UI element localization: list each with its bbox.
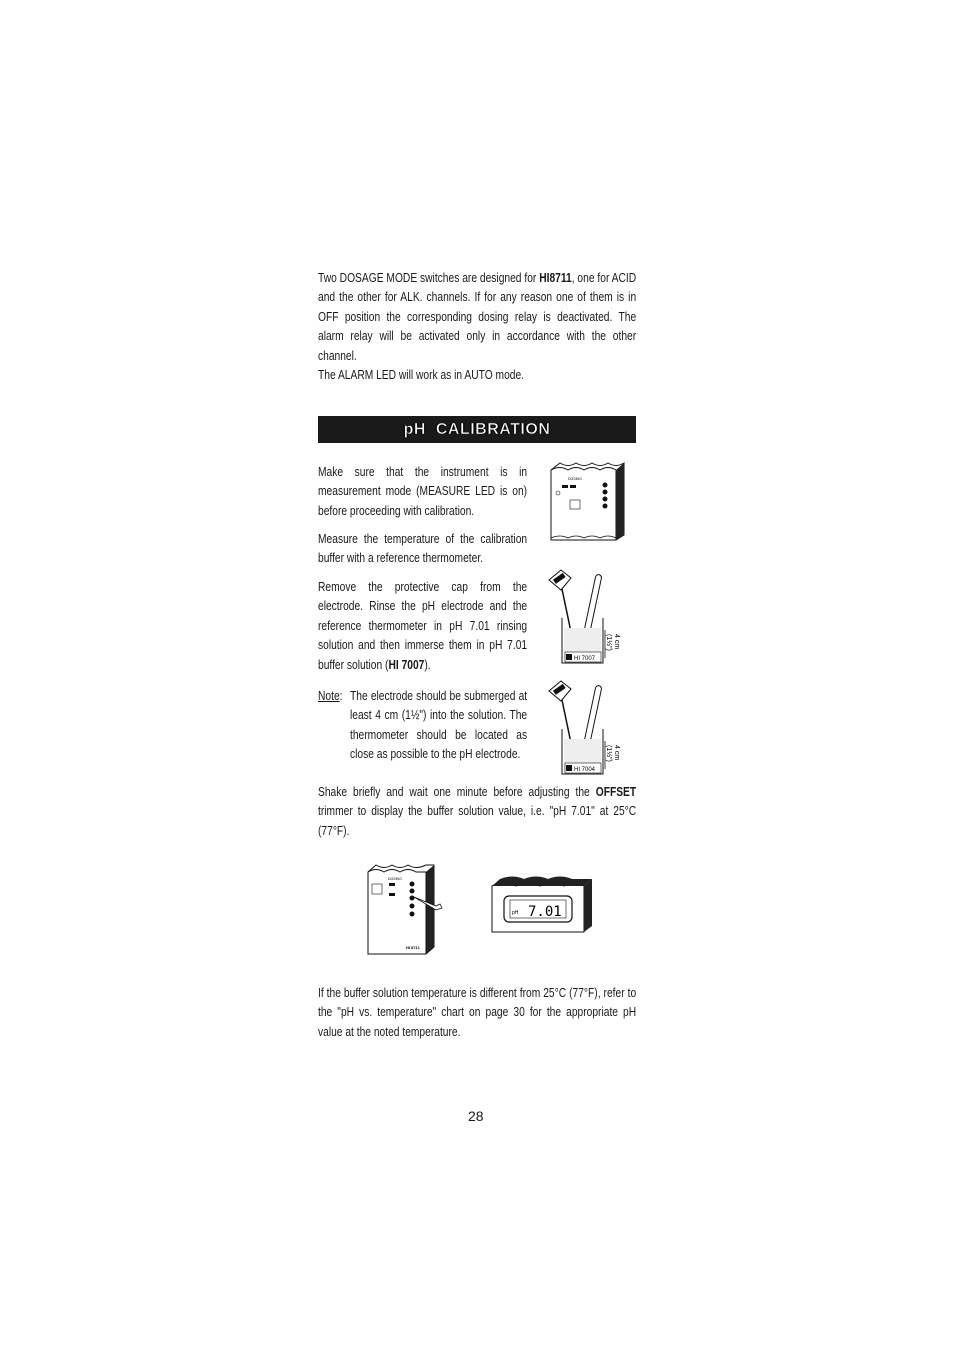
step-offset <box>318 783 636 841</box>
section-title: pH CALIBRATION <box>403 420 551 438</box>
page-number: 28 <box>468 1108 484 1124</box>
buffer-code: HI 7007 <box>388 657 425 672</box>
depth-label-1: 4 cm <box>613 634 620 650</box>
step-immerse-text-1: Remove the protective cap from the electrode. Rinse the pH electrode and the reference thermometer in pH 7.01 rinsing solution and then immerse them in pH 7.01 buffer solution ( <box>318 580 528 672</box>
step-temperature: Measure the temperature of the calibration buffer with a reference thermometer. <box>318 532 528 566</box>
intro-paragraph <box>318 269 636 385</box>
lcd-unit: pH <box>512 910 519 916</box>
step-immerse-text-2: ). <box>424 657 431 672</box>
note-text: The electrode should be submerged at least 4 cm (1½") into the solution. The thermometer should be located as close as possible to the pH electrode. <box>350 689 528 762</box>
beaker-2-label: HI 7004 <box>574 767 596 773</box>
instrument-panel-figure <box>546 460 630 546</box>
offset-trimmer: OFFSET <box>595 785 637 799</box>
front-dosing-label: DOSING <box>388 877 402 881</box>
intro-text-2: , one for ACID and the other for ALK. channels. If for any reason one of them is in OFF position the corresponding dosing relay is deactivated. The alarm relay will be activated only in accordance with the other channel. <box>318 271 637 363</box>
section-banner <box>318 416 636 443</box>
lcd-value: 7.01 <box>528 904 562 920</box>
intro-text-1: Two DOSAGE MODE switches are designed for <box>318 271 540 285</box>
step-measure-mode: Make sure that the instrument is in measurement mode (MEASURE LED is on) before proceeding with calibration. <box>318 465 528 518</box>
step-temperature-chart: If the buffer solution temperature is different from 25°C (77°F), refer to the "pH vs. temperature" chart on page 30 for the appropriate pH value at the noted temperature. <box>318 986 637 1039</box>
panel-dosing-label: DOSING <box>568 477 582 481</box>
beaker-figure-1 <box>543 568 633 668</box>
note-label: Note <box>318 689 340 703</box>
intro-text-3: The ALARM LED will work as in AUTO mode. <box>318 368 525 383</box>
beaker-1-label: HI 7007 <box>574 656 596 662</box>
model-name: HI8711 <box>539 271 572 285</box>
step-immerse <box>318 578 527 675</box>
lcd-display-figure <box>488 876 594 938</box>
instrument-front-figure <box>364 862 446 957</box>
depth-label-in-1: (1½") <box>605 634 612 651</box>
note-colon: : <box>339 689 343 703</box>
note-label-block <box>318 687 351 706</box>
step-offset-text-1: Shake briefly and wait one minute before adjusting the <box>318 785 596 799</box>
beaker-figure-2 <box>543 679 633 779</box>
depth-label-2: 4 cm <box>613 745 620 761</box>
depth-label-in-2: (1½") <box>605 745 612 762</box>
front-model-label: HI 8711 <box>406 945 420 950</box>
step-offset-text-2: trimmer to display the buffer solution value, i.e. "pH 7.01" at 25°C (77°F). <box>318 804 637 838</box>
